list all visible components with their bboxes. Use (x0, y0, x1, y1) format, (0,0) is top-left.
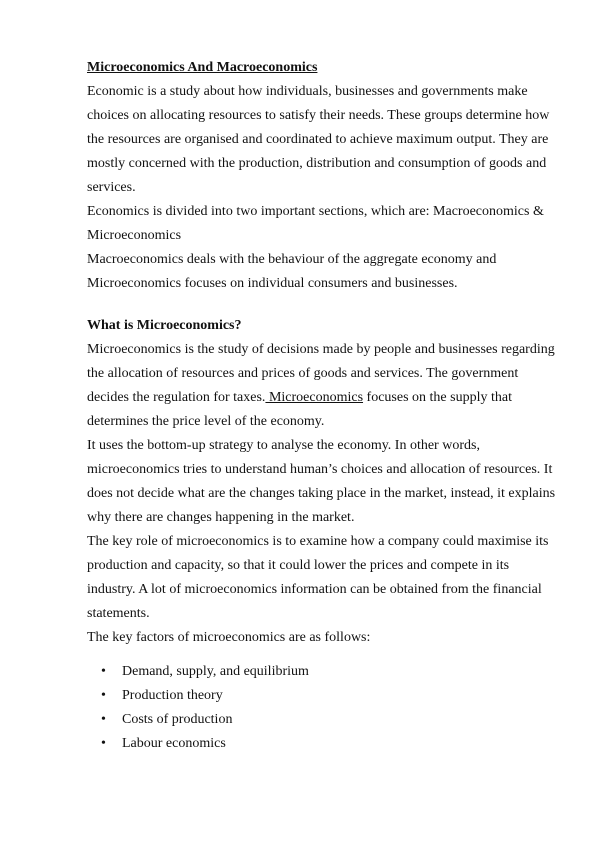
micro-text-before: Microeconomics is the study of decisions made by people and businesses regarding the allocation of resources and prices of goods and services. The government decides the regulation for taxes. (87, 342, 555, 405)
intro-paragraph: Economic is a study about how individuals, businesses and governments make choices on allocating resources to satisfy their needs. These groups determine how the resources are organised and coordinated to achieve maximum output. They are mostly concerned with the production, distribution and consumption of goods and services. (87, 84, 550, 195)
bullet-icon: • (101, 712, 106, 727)
list-item-text: Labour economics (122, 736, 226, 751)
section-heading: What is Microeconomics? (87, 318, 242, 333)
micro-paragraph: The key factors of microeconomics are as follows: (87, 630, 371, 645)
document-title: Microeconomics And Macroeconomics (87, 60, 318, 75)
list-item (87, 708, 559, 732)
section-spacer (87, 296, 559, 314)
intro-paragraph: Economics is divided into two important sections, which are: Macroeconomics & Microeconomics (87, 204, 544, 243)
list-item (87, 732, 559, 756)
bullet-icon: • (101, 736, 106, 751)
list-item (87, 660, 559, 684)
list-item-text: Costs of production (122, 712, 233, 727)
micro-paragraph: It uses the bottom-up strategy to analyse the economy. In other words, microeconomics tries to understand human’s choices and allocation of resources. It does not decide what are the changes taking place in the market, instead, it explains why there are changes happening in the market. (87, 438, 556, 525)
list-item-text: Demand, supply, and equilibrium (122, 664, 309, 679)
micro-text-after: focuses on the supply that determines the price level of the economy. (87, 390, 512, 429)
microeconomics-link[interactable]: Microeconomics (265, 390, 364, 405)
micro-paragraph: The key role of microeconomics is to examine how a company could maximise its production and capacity, so that it could lower the prices and compete in its industry. A lot of microeconomics information can be obtained from the financial statements. (87, 534, 549, 621)
list-item (87, 684, 559, 708)
micro-paragraph (87, 338, 559, 434)
document-body (87, 56, 559, 756)
bullet-icon: • (101, 664, 106, 679)
bullet-icon: • (101, 688, 106, 703)
intro-paragraph: Macroeconomics deals with the behaviour of the aggregate economy and Microeconomics focuses on individual consumers and businesses. (87, 252, 497, 291)
factors-list (87, 660, 559, 756)
list-item-text: Production theory (122, 688, 223, 703)
